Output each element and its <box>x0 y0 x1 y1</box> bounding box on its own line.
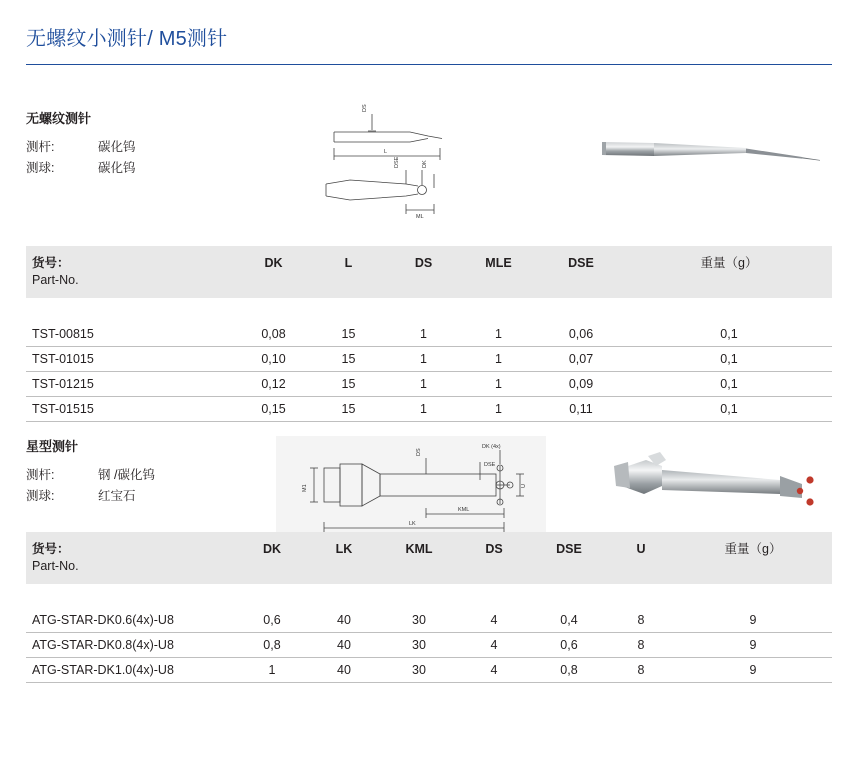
cell-dse: 0,8 <box>530 658 608 683</box>
cell-part-no: TST-01215 <box>26 372 236 397</box>
cell-ds: 4 <box>458 633 530 658</box>
product-photo-star <box>604 446 830 530</box>
cell-ds: 1 <box>386 322 461 347</box>
cell-kml: 30 <box>380 658 458 683</box>
table-spacer <box>26 584 832 608</box>
th-mle: MLE <box>461 246 536 298</box>
svg-text:DK: DK <box>422 160 428 168</box>
spec-value-ball: 红宝石 <box>98 489 136 503</box>
cell-u: 8 <box>608 633 674 658</box>
cell-part-no: TST-00815 <box>26 322 236 347</box>
cell-kml: 30 <box>380 633 458 658</box>
cell-dk: 0,6 <box>236 608 308 633</box>
cell-ds: 4 <box>458 658 530 683</box>
cell-mle: 1 <box>461 397 536 422</box>
svg-text:DK (4x): DK (4x) <box>482 444 501 450</box>
cell-dse: 0,6 <box>530 633 608 658</box>
cell-weight: 9 <box>674 658 832 683</box>
cell-l: 15 <box>311 397 386 422</box>
spec-row-stem <box>26 465 276 486</box>
page-header <box>26 22 832 51</box>
svg-text:KML: KML <box>458 507 470 513</box>
cell-lk: 40 <box>308 658 380 683</box>
cell-weight: 0,1 <box>626 397 832 422</box>
cell-u: 8 <box>608 608 674 633</box>
cell-weight: 0,1 <box>626 372 832 397</box>
spec-value-ball: 碳化钨 <box>98 161 136 175</box>
cell-weight: 9 <box>674 633 832 658</box>
th-part-no-en: Part-No. <box>32 273 79 287</box>
th-part-no <box>26 532 236 584</box>
cell-dse: 0,4 <box>530 608 608 633</box>
cell-mle: 1 <box>461 372 536 397</box>
cell-mle: 1 <box>461 347 536 372</box>
cell-l: 15 <box>311 347 386 372</box>
cell-ds: 1 <box>386 372 461 397</box>
cell-dk: 0,08 <box>236 322 311 347</box>
technical-drawing-star <box>276 436 546 538</box>
th-dse: DSE <box>530 532 608 584</box>
table-star-wrap <box>26 532 832 683</box>
th-part-no <box>26 246 236 298</box>
svg-text:DSE: DSE <box>394 156 400 168</box>
cell-l: 15 <box>311 372 386 397</box>
cell-dse: 0,09 <box>536 372 626 397</box>
spec-label-ball: 测球: <box>26 489 55 503</box>
table-star <box>26 532 832 683</box>
th-l: L <box>311 246 386 298</box>
spec-value-stem: 碳化钨 <box>98 140 136 154</box>
th-weight: 重量（g） <box>626 246 832 298</box>
cell-part-no: ATG-STAR-DK0.6(4x)-U8 <box>26 608 236 633</box>
spec-row-ball <box>26 158 276 179</box>
spec-row-ball <box>26 486 276 507</box>
table-threadless <box>26 246 832 422</box>
table-header-row <box>26 246 832 298</box>
spec-title: 星型测针 <box>26 439 79 454</box>
svg-text:L: L <box>384 149 388 155</box>
cell-weight: 0,1 <box>626 347 832 372</box>
cell-lk: 40 <box>308 608 380 633</box>
cell-l: 15 <box>311 322 386 347</box>
cell-lk: 40 <box>308 633 380 658</box>
spec-label-stem: 测杆: <box>26 468 55 482</box>
table-threadless-wrap <box>26 246 832 422</box>
spec-block-star <box>26 436 276 507</box>
header-divider <box>26 64 832 65</box>
cell-part-no: ATG-STAR-DK0.8(4x)-U8 <box>26 633 236 658</box>
drawing-label-ds: DS <box>362 104 368 112</box>
table-row <box>26 608 832 633</box>
svg-text:DSE: DSE <box>484 462 496 468</box>
spec-block-threadless <box>26 108 276 179</box>
th-u: U <box>608 532 674 584</box>
spec-value-stem: 钢 /碳化钨 <box>98 468 155 482</box>
cell-kml: 30 <box>380 608 458 633</box>
th-part-no-cn: 货号： <box>32 256 70 270</box>
th-dse: DSE <box>536 246 626 298</box>
table-header-row <box>26 532 832 584</box>
table-row <box>26 322 832 347</box>
page-title: 无螺纹小测针/ M5测针 <box>26 28 228 50</box>
cell-part-no: ATG-STAR-DK1.0(4x)-U8 <box>26 658 236 683</box>
table-row <box>26 658 832 683</box>
cell-dse: 0,06 <box>536 322 626 347</box>
th-part-no-en: Part-No. <box>32 559 79 573</box>
table-row <box>26 372 832 397</box>
th-kml: KML <box>380 532 458 584</box>
cell-u: 8 <box>608 658 674 683</box>
cell-weight: 9 <box>674 608 832 633</box>
svg-text:LK: LK <box>409 521 416 527</box>
cell-weight: 0,1 <box>626 322 832 347</box>
spec-title: 无螺纹测针 <box>26 111 92 126</box>
th-dk: DK <box>236 246 311 298</box>
table-spacer <box>26 298 832 322</box>
th-ds: DS <box>386 246 461 298</box>
th-dk: DK <box>236 532 308 584</box>
technical-drawing-threadless <box>310 100 546 228</box>
cell-dk: 0,15 <box>236 397 311 422</box>
cell-dse: 0,07 <box>536 347 626 372</box>
th-ds: DS <box>458 532 530 584</box>
cell-ds: 1 <box>386 347 461 372</box>
cell-part-no: TST-01515 <box>26 397 236 422</box>
spec-label-stem: 测杆: <box>26 140 55 154</box>
cell-dk: 0,12 <box>236 372 311 397</box>
cell-dk: 0,8 <box>236 633 308 658</box>
svg-text:U: U <box>521 484 527 488</box>
spec-label-ball: 测球: <box>26 161 55 175</box>
product-photo-threadless <box>596 126 828 198</box>
cell-dk: 0,10 <box>236 347 311 372</box>
cell-ds: 4 <box>458 608 530 633</box>
table-row <box>26 633 832 658</box>
cell-mle: 1 <box>461 322 536 347</box>
svg-text:M1: M1 <box>302 484 308 492</box>
svg-text:ML: ML <box>416 214 424 220</box>
cell-part-no: TST-01015 <box>26 347 236 372</box>
cell-ds: 1 <box>386 397 461 422</box>
cell-dse: 0,11 <box>536 397 626 422</box>
th-lk: LK <box>308 532 380 584</box>
cell-dk: 1 <box>236 658 308 683</box>
table-row <box>26 347 832 372</box>
th-part-no-cn: 货号： <box>32 542 70 556</box>
svg-text:DS: DS <box>416 448 422 456</box>
th-weight: 重量（g） <box>674 532 832 584</box>
spec-row-stem <box>26 137 276 158</box>
table-row <box>26 397 832 422</box>
